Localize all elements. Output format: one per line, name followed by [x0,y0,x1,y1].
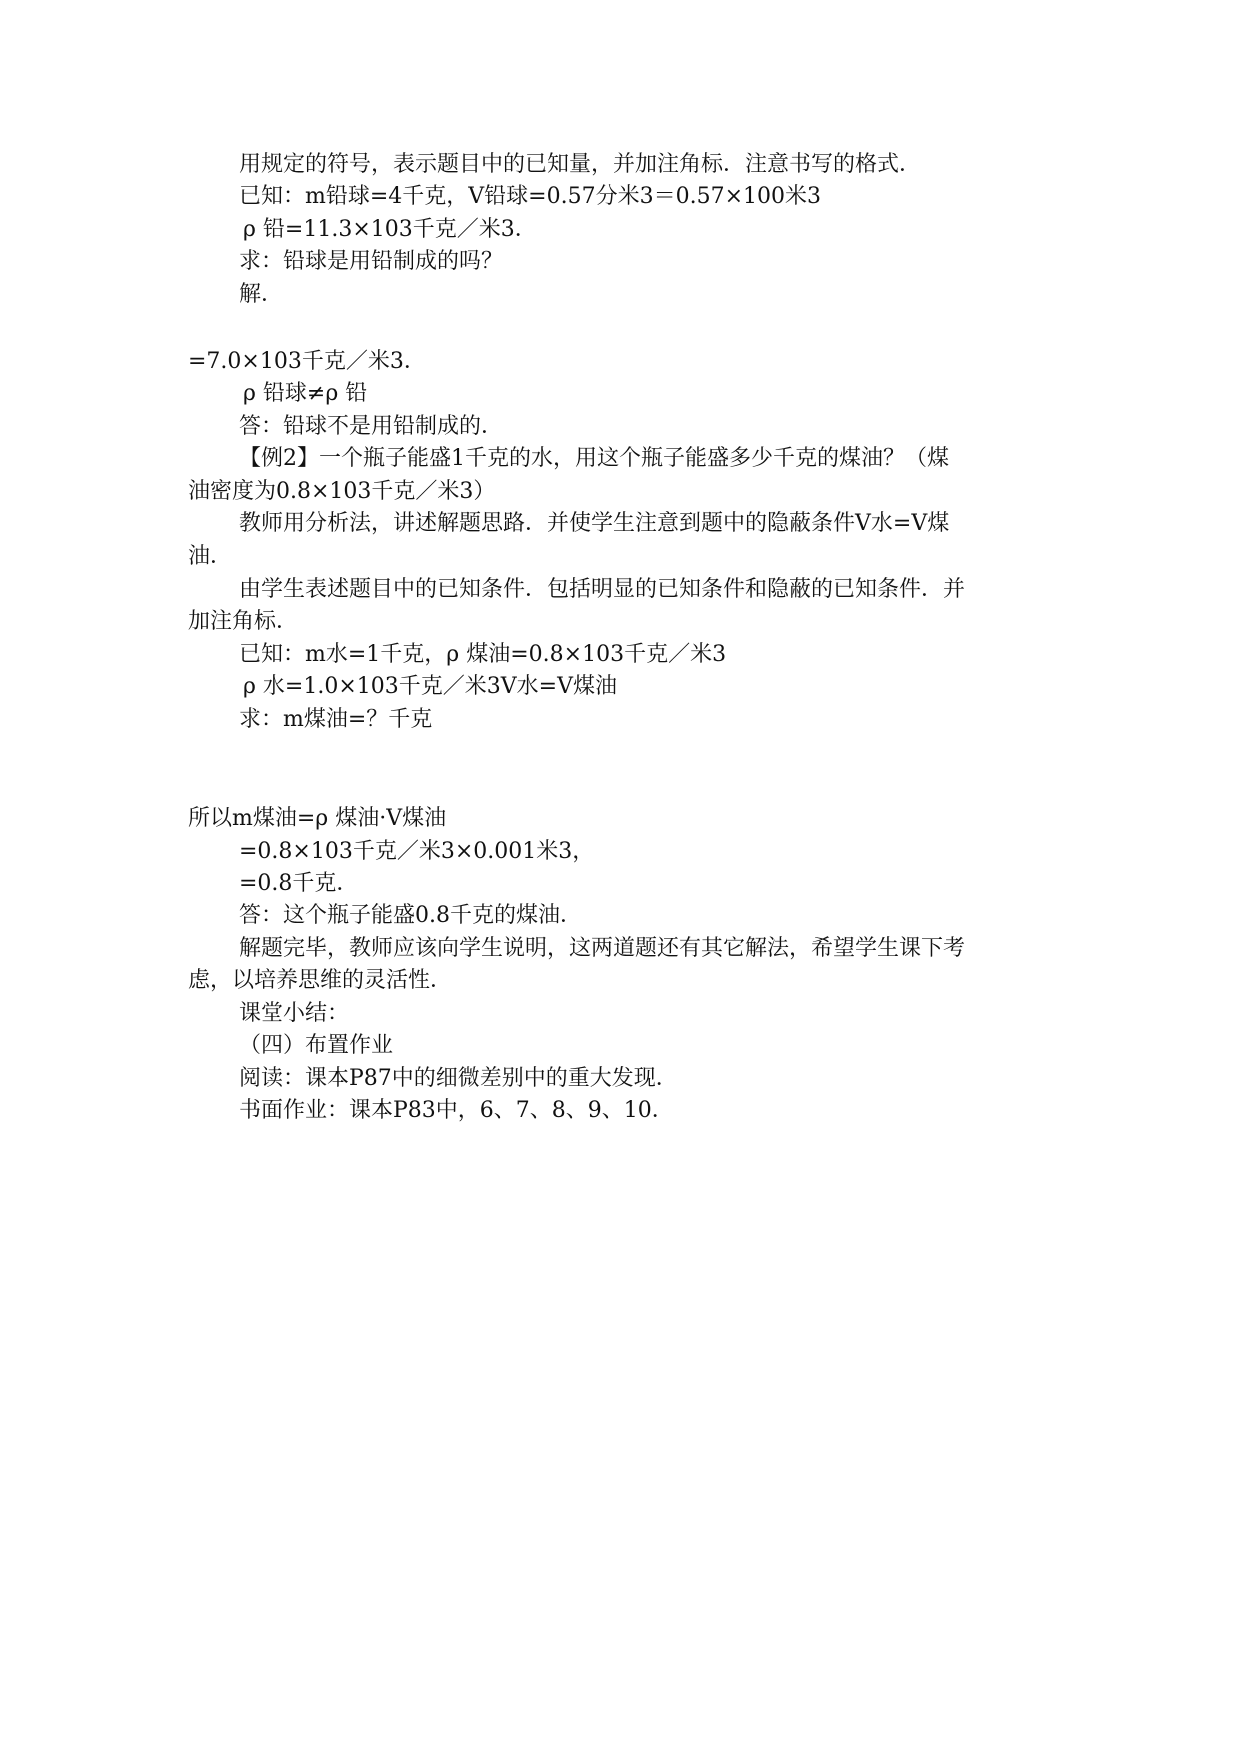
text-line-solution-label: 解． [239,282,284,307]
text-line-known-water: 已知：m水=1千克，ρ 煤油=0.8×103千克／米3 [239,642,727,667]
text-line-answer-2: 答：这个瓶子能盛0.8千克的煤油． [239,903,582,928]
text-line-question-2: 求：m煤油=？千克 [239,707,433,732]
text-line-teacher-analysis-a: 教师用分析法，讲述解题思路．并使学生注意到题中的隐蔽条件V水=V煤 [239,511,950,536]
text-line-known-ball: 已知：m铅球=4千克，V铅球=0.57分米3＝0.57×100米3 [239,184,822,209]
text-line-density-compare: ρ 铅球≠ρ 铅 [243,381,368,406]
text-line-student-conditions-b: 加注角标． [188,609,299,634]
text-line-question-1: 求：铅球是用铅制成的吗？ [239,249,504,274]
text-line-calculation: =0.8×103千克／米3×0.001米3， [239,839,595,864]
text-line-teacher-analysis-b: 油． [188,544,233,569]
text-line-student-conditions-a: 由学生表述题目中的已知条件．包括明显的已知条件和隐蔽的已知条件．并 [239,577,966,602]
text-line-closing-a: 解题完毕，教师应该向学生说明，这两道题还有其它解法，希望学生课下考 [239,936,966,961]
text-line-closing-b: 虑，以培养思维的灵活性． [188,968,453,993]
text-line-written-assignment: 书面作业：课本P83中，6、7、8、9、10． [239,1098,674,1123]
text-line-reading-assignment: 阅读：课本P87中的细微差别中的重大发现． [239,1066,678,1091]
text-line-lead-density: ρ 铅=11.3×103千克／米3． [243,217,537,242]
text-line-formula: 所以m煤油=ρ 煤油·V煤油 [188,806,447,831]
text-line-example-2-b: 油密度为0.8×103千克／米3） [188,479,496,504]
text-line-summary-heading: 课堂小结： [239,1001,350,1026]
text-line-answer-1: 答：铅球不是用铅制成的． [239,414,504,439]
text-line-calc-result: =0.8千克． [239,871,359,896]
text-line-homework-heading: （四）布置作业 [239,1033,394,1058]
text-line-water-density: ρ 水=1.0×103千克／米3V水=V煤油 [243,674,617,699]
text-line-ball-density-result: =7.0×103千克／米3． [188,349,426,374]
text-line-format-instruction: 用规定的符号，表示题目中的已知量，并加注角标．注意书写的格式． [239,152,922,177]
text-line-example-2-a: 【例2】一个瓶子能盛1千克的水，用这个瓶子能盛多少千克的煤油？（煤 [239,446,949,471]
